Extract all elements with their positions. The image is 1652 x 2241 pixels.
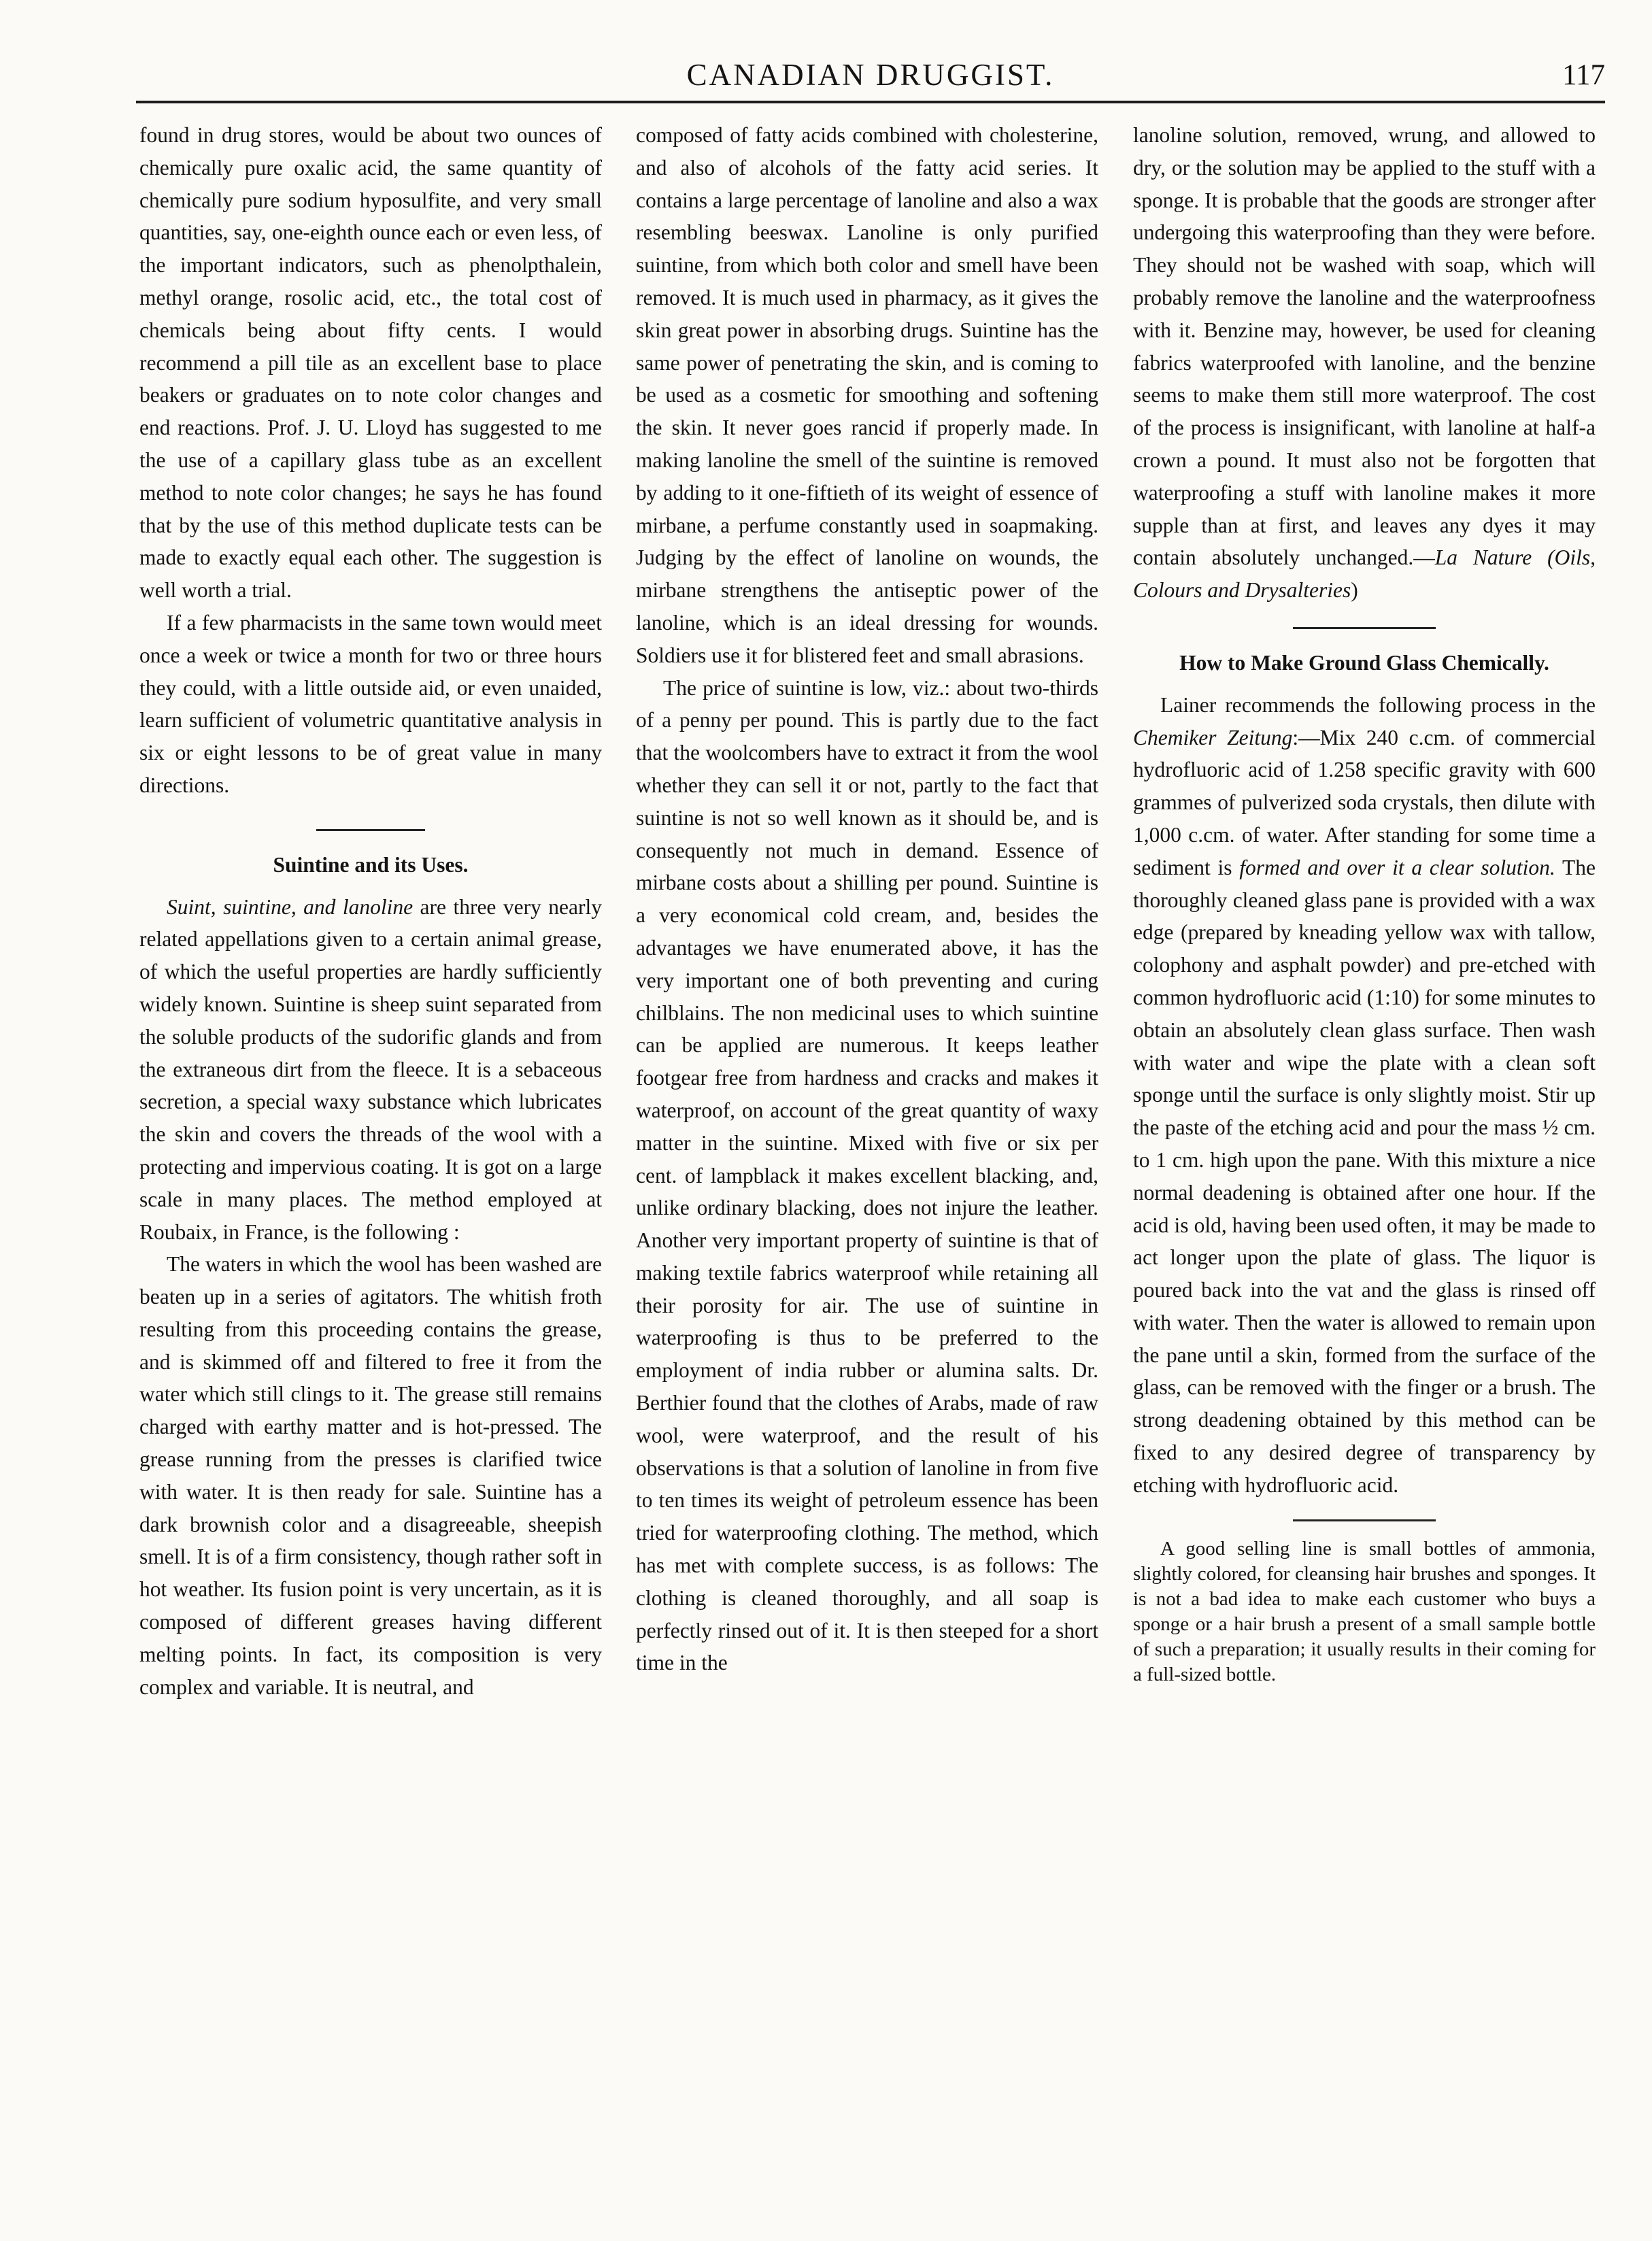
paragraph-text: are three very nearly related appellations given to a certain animal grease, of which the useful properties are hardly sufficiently widely known. Suintine is sheep suint separated from the soluble products of the sudorific glands and from the extraneous dirt from the fleece. It is a sebaceous secretion, a special waxy substance which lubricates the skin and covers the threads of the wool with a protecting and impervious coating. It is got on a large scale in many places. The method employed at Roubaix, in France, is the following : <box>139 894 602 1244</box>
journal-name: Chemiker Zeitung <box>1133 725 1293 749</box>
column-3 <box>1133 119 1596 1687</box>
column-2 <box>636 119 1098 1679</box>
header-rule <box>136 101 1605 103</box>
paragraph: found in drug stores, would be about two ounces of chemically pure oxalic acid, the same quantity of chemically pure sodium hyposulfite, and very small quantities, say, one-eighth ounce each or even less, of the important indicators, such as phenolpthalein, methyl orange, rosolic acid, etc., the total cost of chemicals being about fifty cents. I would recommend a pill tile as an excellent base to place beakers or graduates on to note color changes and end reactions. Prof. J. U. Lloyd has suggested to me the use of a capillary glass tube as an excellent method to note color changes; he says he has found that by the use of this method duplicate tests can be made to exactly equal each other. The suggestion is well worth a trial. <box>139 123 602 603</box>
section-heading: How to Make Ground Glass Chemically. <box>1179 650 1549 675</box>
emphasis-text: formed and over it a clear solution. <box>1239 855 1555 879</box>
paragraph-text: ) <box>1351 578 1358 603</box>
paragraph-text: Lainer recommends the following process in the <box>1160 692 1596 717</box>
paragraph-text: The thoroughly cleaned glass pane is provided with a wax edge (prepared by kneading yellow wax with tallow, colophony and asphalt powder) and pre-etched with common hydrofluoric acid (1:10) for some minutes to obtain an absolutely clean glass surface. Then wash with water and wipe the plate with a clean soft sponge until the surface is only slightly moist. Stir up the paste of the etching acid and pour the mass ½ cm. to 1 cm. high upon the pane. With this mixture a nice normal deadening is obtained after one hour. If the acid is old, having been used often, it may be made to act longer upon the plate of glass. The liquor is poured back into the vat and the glass is rinsed off with water. Then the water is allowed to remain upon the pane until a skin, formed from the surface of the glass, can be removed with the finger or a brush. The strong deadening obtained by this method can be fixed to any desired degree of transparency by etching with hydrofluoric acid. <box>1133 855 1596 1497</box>
source-citation: La Nature (Oils, Colours and Drysalteries <box>1133 545 1596 603</box>
paragraph: The price of suintine is low, viz.: about two-thirds of a penny per pound. This is partly due to the fact that the woolcombers have to extract it from the wool whether they can sell it or not, partly to the fact that suintine is not so well known as it should be, and is consequently not much in demand. Essence of mirbane costs about a shilling per pound. Suintine is a very economical cold cream, and, besides the advantages we have enumerated above, it has the very important one of both preventing and curing chilblains. The non medicinal uses to which suintine can be applied are numerous. It keeps leather footgear free from hardness and cracks and makes it waterproof, on account of the great quantity of waxy matter in the suintine. Mixed with five or six per cent. of lampblack it makes excellent blacking, and, unlike ordinary blacking, does not injure the leather. Another very important property of suintine is that of making textile fabrics waterproof while retaining all their porosity for air. The use of suintine in waterproofing is thus to be preferred to the employment of india rubber or alumina salts. Dr. Berthier found that the clothes of Arabs, made of raw wool, were waterproof, and the result of his observations is that a solution of lanoline in from five to ten times its weight of petroleum essence has been tried for waterproofing clothing. The method, which has met with complete success, is as follows: The clothing is cleaned thoroughly, and all soap is perfectly rinsed out of it. It is then steeped for a short time in the <box>636 675 1098 1675</box>
paragraph: A good selling line is small bottles of ammonia, slightly colored, for cleansing hair brushes and sponges. It is not a bad idea to make each customer who buys a sponge or a hair brush a present of a small sample bottle of such a preparation; it usually results in their coming for a full-sized bottle. <box>1133 1537 1596 1685</box>
section-heading: Suintine and its Uses. <box>273 852 469 877</box>
paragraph-text: :—Mix 240 c.cm. of commercial hydrofluoric acid of 1.258 specific gravity with 600 grammes of pulverized soda crystals, then dilute with 1,000 c.cm. of water. After standing for some time a sediment is <box>1133 725 1596 879</box>
emphasis-text: Suint, suintine, and lanoline <box>167 894 414 919</box>
paragraph: The waters in which the wool has been washed are beaten up in a series of agitators. The whitish froth resulting from this proceeding contains the grease, and is skimmed off and filtered to free it from the water which still clings to it. The grease still remains charged with earthy matter and is hot-pressed. The grease running from the presses is clarified twice with water. It is then ready for sale. Suintine has a dark brownish color and a disagreeable, sheepish smell. It is of a firm consistency, though rather soft in hot weather. Its fusion point is very uncertain, as it is composed of different greases having different melting points. In fact, its composition is very complex and variable. It is neutral, and <box>139 1252 602 1699</box>
paragraph-text: lanoline solution, removed, wrung, and allowed to dry, or the solution may be applied to the stuff with a sponge. It is probable that the goods are stronger after undergoing this waterproofing than they were before. They should not be washed with soap, which will probably remove the lanoline and the waterproofness with it. Benzine may, however, be used for cleaning fabrics waterproofed with lanoline, and the benzine seems to make them still more waterproof. The cost of the process is insignificant, with lanoline at half-a crown a pound. It must also not be forgotten that waterproofing a stuff with lanoline makes it more supple than at first, and leaves any dyes it may contain absolutely unchanged.— <box>1133 123 1596 570</box>
paragraph: composed of fatty acids combined with cholesterine, and also of alcohols of the fatty acid series. It contains a large percentage of lanoline and also a wax resembling beeswax. Lanoline is only purified suintine, from which both color and smell have been removed. It is much used in pharmacy, as it gives the skin great power in absorbing drugs. Suintine has the same power of penetrating the skin, and is coming to be used as a cosmetic for smoothing and softening the skin. It never goes rancid if properly made. In making lanoline the smell of the suintine is removed by adding to it one-fiftieth of its weight of essence of mirbane, a perfume constantly used in soapmaking. Judging by the effect of lanoline on wounds, the mirbane strengthens the antiseptic power of the lanoline, which is an ideal dressing for wounds. Soldiers use it for blistered feet and small abrasions. <box>636 123 1098 667</box>
paragraph: If a few pharmacists in the same town would meet once a week or twice a month for two or three hours they could, with a little outside aid, or even unaided, learn sufficient of volumetric quantitative analysis in six or eight lessons to be of great value in many directions. <box>139 610 602 797</box>
running-header <box>136 57 1605 105</box>
notice <box>1133 1536 1596 1687</box>
journal-title: CANADIAN DRUGGIST. <box>686 58 1055 92</box>
paragraph <box>1133 119 1596 607</box>
column-1 <box>139 119 602 1703</box>
paragraph <box>1133 689 1596 1502</box>
page-number: 117 <box>1562 59 1605 91</box>
paragraph <box>139 891 602 1249</box>
